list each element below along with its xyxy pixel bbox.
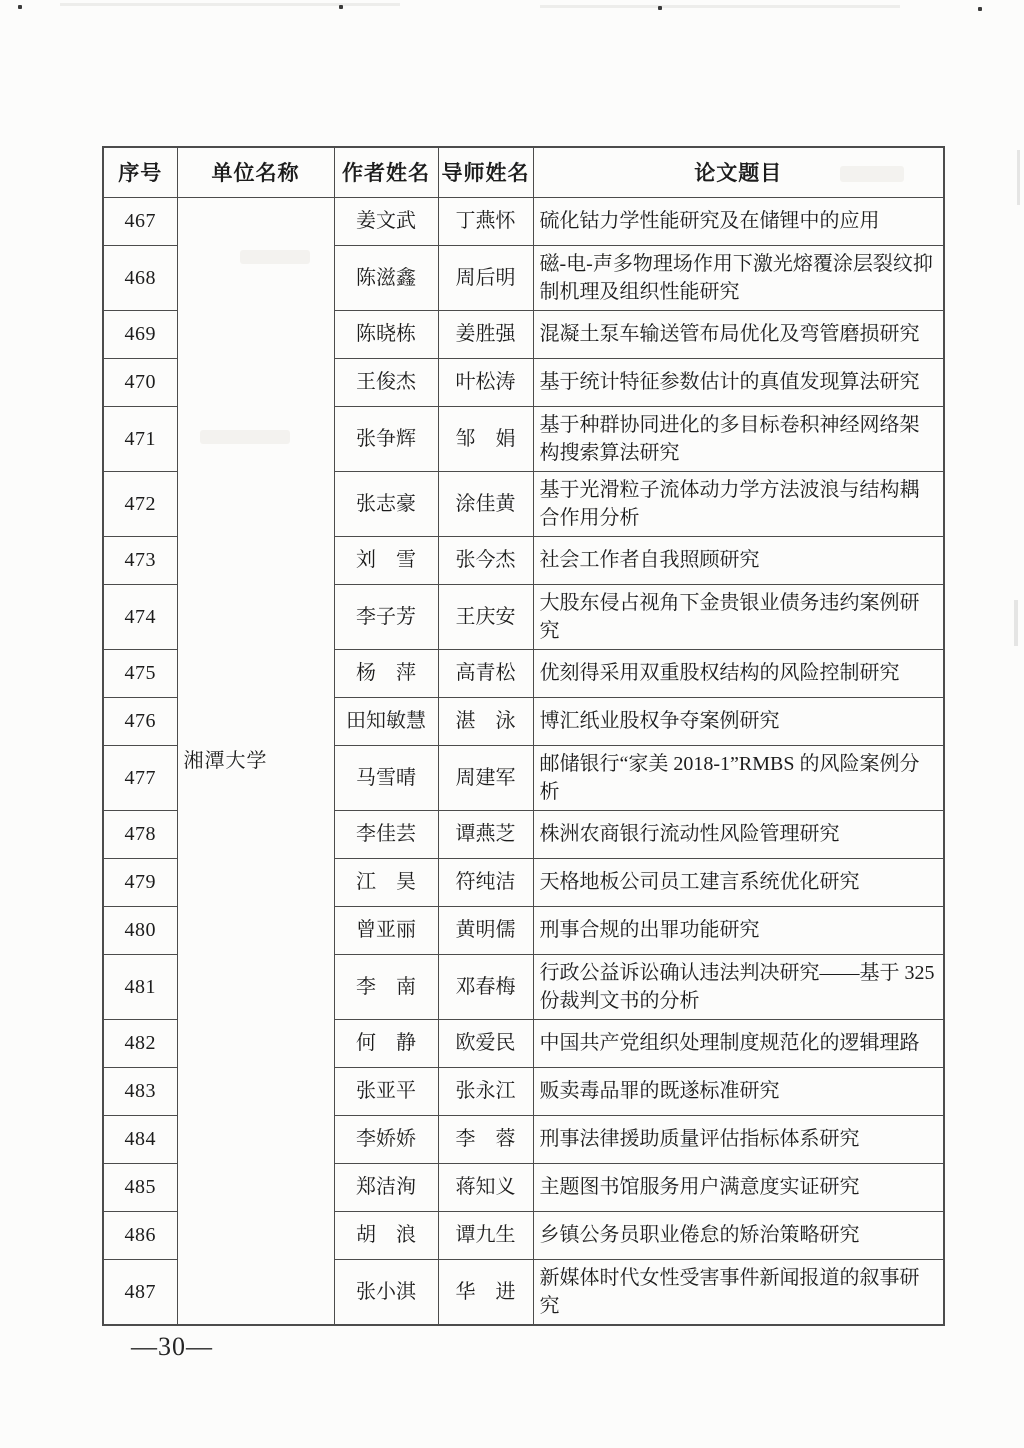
author-name-cell: 张亚平 <box>334 1067 438 1115</box>
serial-number-cell: 476 <box>103 697 177 745</box>
advisor-name-cell: 涂佳黄 <box>438 471 533 536</box>
table-header-row <box>103 147 944 197</box>
author-name-cell: 张志豪 <box>334 471 438 536</box>
col-header-title: 论文题目 <box>533 147 944 197</box>
thesis-title-cell: 中国共产党组织处理制度规范化的逻辑理路 <box>533 1019 944 1067</box>
scan-speck <box>978 7 982 11</box>
author-name-cell: 何 静 <box>334 1019 438 1067</box>
thesis-title-cell: 刑事法律援助质量评估指标体系研究 <box>533 1115 944 1163</box>
thesis-title-cell: 博汇纸业股权争夺案例研究 <box>533 697 944 745</box>
author-name-cell: 刘 雪 <box>334 536 438 584</box>
serial-number-cell: 479 <box>103 858 177 906</box>
thesis-title-cell: 大股东侵占视角下金贵银业债务违约案例研究 <box>533 584 944 649</box>
serial-number-cell: 481 <box>103 954 177 1019</box>
thesis-table-container <box>102 146 945 1326</box>
author-name-cell: 李佳芸 <box>334 810 438 858</box>
author-name-cell: 陈晓栋 <box>334 310 438 358</box>
author-name-cell: 李娇娇 <box>334 1115 438 1163</box>
scan-streak <box>60 3 400 6</box>
advisor-name-cell: 周后明 <box>438 245 533 310</box>
advisor-name-cell: 湛 泳 <box>438 697 533 745</box>
author-name-cell: 郑洁洵 <box>334 1163 438 1211</box>
serial-number-cell: 477 <box>103 745 177 810</box>
serial-number-cell: 472 <box>103 471 177 536</box>
thesis-title-cell: 乡镇公务员职业倦怠的矫治策略研究 <box>533 1211 944 1259</box>
col-header-serial: 序号 <box>103 147 177 197</box>
advisor-name-cell: 华 进 <box>438 1259 533 1325</box>
thesis-title-cell: 主题图书馆服务用户满意度实证研究 <box>533 1163 944 1211</box>
author-name-cell: 陈滋鑫 <box>334 245 438 310</box>
serial-number-cell: 486 <box>103 1211 177 1259</box>
scan-streak <box>540 5 900 8</box>
thesis-title-cell: 株洲农商银行流动性风险管理研究 <box>533 810 944 858</box>
thesis-title-cell: 基于种群协同进化的多目标卷积神经网络架构搜索算法研究 <box>533 406 944 471</box>
advisor-name-cell: 王庆安 <box>438 584 533 649</box>
author-name-cell: 杨 萍 <box>334 649 438 697</box>
scan-speck <box>18 5 22 9</box>
serial-number-cell: 482 <box>103 1019 177 1067</box>
advisor-name-cell: 谭燕芝 <box>438 810 533 858</box>
serial-number-cell: 469 <box>103 310 177 358</box>
author-name-cell: 李子芳 <box>334 584 438 649</box>
thesis-title-cell: 混凝土泵车输送管布局优化及弯管磨损研究 <box>533 310 944 358</box>
advisor-name-cell: 张今杰 <box>438 536 533 584</box>
thesis-title-cell: 新媒体时代女性受害事件新闻报道的叙事研究 <box>533 1259 944 1325</box>
serial-number-cell: 471 <box>103 406 177 471</box>
col-header-unit: 单位名称 <box>177 147 334 197</box>
serial-number-cell: 483 <box>103 1067 177 1115</box>
thesis-title-cell: 磁-电-声多物理场作用下激光熔覆涂层裂纹抑制机理及组织性能研究 <box>533 245 944 310</box>
serial-number-cell: 474 <box>103 584 177 649</box>
thesis-title-cell: 贩卖毒品罪的既遂标准研究 <box>533 1067 944 1115</box>
advisor-name-cell: 谭九生 <box>438 1211 533 1259</box>
author-name-cell: 张小淇 <box>334 1259 438 1325</box>
table-row <box>103 197 944 245</box>
advisor-name-cell: 符纯洁 <box>438 858 533 906</box>
serial-number-cell: 480 <box>103 906 177 954</box>
thesis-title-cell: 优刻得采用双重股权结构的风险控制研究 <box>533 649 944 697</box>
unit-name-cell: 湘潭大学 <box>177 197 334 1325</box>
serial-number-cell: 467 <box>103 197 177 245</box>
scan-smudge <box>1017 150 1020 205</box>
col-header-advisor: 导师姓名 <box>438 147 533 197</box>
advisor-name-cell: 蒋知义 <box>438 1163 533 1211</box>
thesis-title-cell: 基于统计特征参数估计的真值发现算法研究 <box>533 358 944 406</box>
author-name-cell: 田知敏慧 <box>334 697 438 745</box>
advisor-name-cell: 丁燕怀 <box>438 197 533 245</box>
advisor-name-cell: 欧爱民 <box>438 1019 533 1067</box>
scan-speck <box>658 6 662 10</box>
author-name-cell: 江 昊 <box>334 858 438 906</box>
advisor-name-cell: 黄明儒 <box>438 906 533 954</box>
serial-number-cell: 470 <box>103 358 177 406</box>
author-name-cell: 王俊杰 <box>334 358 438 406</box>
serial-number-cell: 485 <box>103 1163 177 1211</box>
author-name-cell: 马雪晴 <box>334 745 438 810</box>
advisor-name-cell: 周建军 <box>438 745 533 810</box>
author-name-cell: 张争辉 <box>334 406 438 471</box>
advisor-name-cell: 张永江 <box>438 1067 533 1115</box>
advisor-name-cell: 李 蓉 <box>438 1115 533 1163</box>
serial-number-cell: 487 <box>103 1259 177 1325</box>
advisor-name-cell: 高青松 <box>438 649 533 697</box>
thesis-title-cell: 硫化钴力学性能研究及在储锂中的应用 <box>533 197 944 245</box>
thesis-title-cell: 社会工作者自我照顾研究 <box>533 536 944 584</box>
thesis-title-cell: 天格地板公司员工建言系统优化研究 <box>533 858 944 906</box>
serial-number-cell: 468 <box>103 245 177 310</box>
serial-number-cell: 484 <box>103 1115 177 1163</box>
thesis-title-cell: 行政公益诉讼确认违法判决研究——基于 325 份裁判文书的分析 <box>533 954 944 1019</box>
advisor-name-cell: 邹 娟 <box>438 406 533 471</box>
scan-smudge <box>1014 600 1018 646</box>
scan-speck <box>339 5 343 9</box>
thesis-title-cell: 基于光滑粒子流体动力学方法波浪与结构耦合作用分析 <box>533 471 944 536</box>
thesis-table-body <box>103 197 944 1325</box>
thesis-table <box>102 146 945 1326</box>
serial-number-cell: 475 <box>103 649 177 697</box>
thesis-title-cell: 邮储银行“家美 2018-1”RMBS 的风险案例分析 <box>533 745 944 810</box>
col-header-author: 作者姓名 <box>334 147 438 197</box>
author-name-cell: 李 南 <box>334 954 438 1019</box>
serial-number-cell: 473 <box>103 536 177 584</box>
advisor-name-cell: 邓春梅 <box>438 954 533 1019</box>
page-number: —30— <box>131 1332 213 1361</box>
advisor-name-cell: 姜胜强 <box>438 310 533 358</box>
author-name-cell: 曾亚丽 <box>334 906 438 954</box>
advisor-name-cell: 叶松涛 <box>438 358 533 406</box>
serial-number-cell: 478 <box>103 810 177 858</box>
thesis-title-cell: 刑事合规的出罪功能研究 <box>533 906 944 954</box>
author-name-cell: 胡 浪 <box>334 1211 438 1259</box>
author-name-cell: 姜文武 <box>334 197 438 245</box>
